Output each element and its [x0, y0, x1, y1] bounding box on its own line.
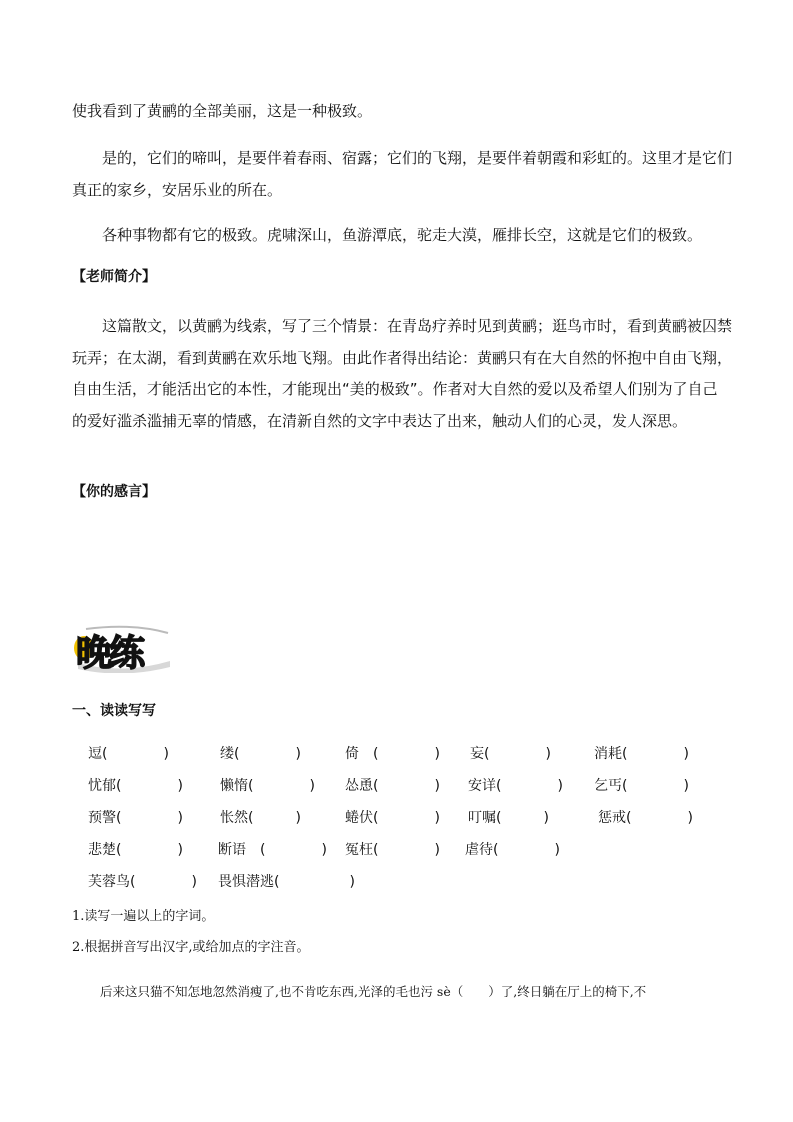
word-item: 怂恿( ): [345, 778, 440, 794]
word-item: 怅然( ): [220, 810, 301, 826]
word-item: 忧郁( ): [88, 778, 183, 794]
word-item: 懒惰( ): [220, 778, 315, 794]
instruction-2: 2.根据拼音写出汉字,或给加点的字注音。: [72, 940, 310, 955]
word-item: 乞丐( ): [594, 778, 689, 794]
teacher-intro-heading: 【老师简介】: [72, 269, 156, 285]
word-item: 消耗( ): [594, 746, 689, 762]
instruction-1: 1.读写一遍以上的字词。: [72, 909, 215, 924]
section-read-write-heading: 一、读读写写: [72, 703, 156, 719]
teacher-intro-text: 这篇散文，以黄鹂为线索，写了三个情景：在青岛疗养时见到黄鹂；逛鸟市时，看到黄鹂被囚禁玩弄；在太湖，看到黄鹂在欢乐地飞翔。由此作者得出结论：黄鹂只有在大自然的怀抱中自由飞翔，自由生活，才能活出它的本性，才能现出“美的极致”。作者对大自然的爱以及希望人们别为了自己的爱好滥杀滥捕无辜的情感，在清新自然的文字中表达了出来，触动人们的心灵，发人深思。: [72, 317, 733, 430]
word-item: 畏惧潜逃( ): [218, 874, 355, 890]
story-text: 后来这只猫不知怎地忽然消瘦了,也不肯吃东西,光泽的毛也污 sè（ ）了,终日躺在厅上的椅下,不: [100, 984, 647, 999]
word-item: 倚 ( ): [345, 746, 440, 762]
logo-text: 晚练: [76, 633, 143, 674]
word-item: 芙蓉鸟( ): [88, 874, 197, 890]
word-item: 安详( ): [468, 778, 563, 794]
evening-practice-logo: [72, 623, 172, 673]
word-item: 蜷伏( ): [345, 810, 440, 826]
word-item: 悲楚( ): [88, 842, 183, 858]
word-item: 妄( ): [470, 746, 551, 762]
your-feelings-heading: 【你的感言】: [72, 484, 156, 500]
word-item: 惩戒( ): [598, 810, 693, 826]
paragraph-3: 各种事物都有它的极致。虎啸深山，鱼游潭底，驼走大漠，雁排长空，这就是它们的极致。: [102, 226, 703, 244]
word-item: 缕( ): [220, 746, 301, 762]
word-item: 叮嘱( ): [468, 810, 549, 826]
word-item: 虐待( ): [465, 842, 560, 858]
word-item: 逗( ): [88, 746, 169, 762]
paragraph-1: 使我看到了黄鹂的全部美丽，这是一种极致。: [72, 102, 373, 120]
paragraph-2: 是的，它们的啼叫，是要伴着春雨、宿露；它们的飞翔，是要伴着朝霞和彩虹的。这里才是它们真正的家乡，安居乐业的所在。: [72, 149, 733, 199]
word-item: 断语 ( ): [218, 842, 327, 858]
word-item: 冤枉( ): [345, 842, 440, 858]
word-item: 预警( ): [88, 810, 183, 826]
